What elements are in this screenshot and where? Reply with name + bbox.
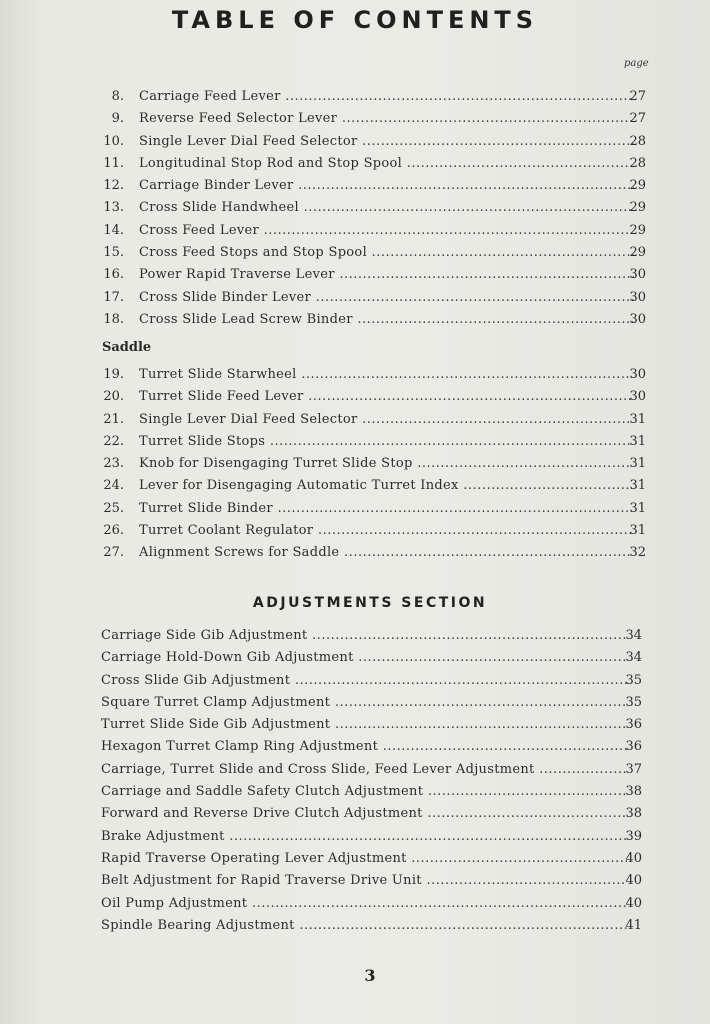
page-number: 3 <box>364 966 376 985</box>
entry-number: 13. <box>103 200 124 216</box>
toc-entry <box>0 409 710 431</box>
entry-page-number: 29 <box>629 178 646 194</box>
entry-title: Cross Slide Binder Lever ..... <box>139 287 634 309</box>
entry-page-number: 28 <box>629 155 646 171</box>
toc-entry <box>0 736 710 758</box>
toc-entry <box>0 364 710 386</box>
entry-title: Square Turret Clamp Adjustment ..... <box>101 692 627 714</box>
toc-entry <box>0 781 710 803</box>
entry-page-number: 28 <box>629 133 646 149</box>
toc-entry <box>0 431 710 453</box>
toc-entry <box>0 287 710 309</box>
entry-page-number: 38 <box>625 806 642 822</box>
toc-entry <box>0 542 710 564</box>
entry-page-number: 30 <box>629 311 646 327</box>
toc-entry <box>0 242 710 264</box>
toc-entry <box>0 759 710 781</box>
entry-number: 12. <box>103 178 124 194</box>
entry-page-number: 31 <box>629 478 646 494</box>
entry-number: 10. <box>103 133 124 149</box>
entry-page-number: 29 <box>629 222 646 238</box>
entry-number: 8. <box>111 89 124 104</box>
entry-number: 20. <box>103 389 124 405</box>
entry-page-number: 37 <box>625 761 642 777</box>
entry-title: Rapid Traverse Operating Lever Adjustment ..... <box>101 848 627 870</box>
entry-page-number: 29 <box>629 245 646 261</box>
toc-entry <box>0 131 710 153</box>
toc-entry <box>0 86 710 108</box>
page-column-label: page <box>624 58 649 69</box>
toc-entry <box>0 647 710 669</box>
entry-title: Cross Feed Stops and Stop Spool ..... <box>139 242 634 264</box>
toc-entry <box>0 714 710 736</box>
entry-number: 27. <box>103 545 124 561</box>
toc-entry <box>0 153 710 175</box>
entry-title: Cross Feed Lever ..... <box>139 220 634 242</box>
entry-number: 14. <box>103 222 124 238</box>
entry-page-number: 27 <box>629 89 646 104</box>
entry-title: Turret Slide Binder ..... <box>139 498 632 520</box>
entry-number: 15. <box>103 245 124 261</box>
entry-number: 16. <box>103 267 124 283</box>
entry-title: Carriage Binder Lever ..... <box>139 175 634 197</box>
entry-title: Turret Coolant Regulator ..... <box>139 520 632 542</box>
toc-entry <box>0 475 710 497</box>
toc-entry <box>0 848 710 870</box>
toc-entry <box>0 453 710 475</box>
entry-number: 19. <box>103 367 124 382</box>
toc-entry <box>0 826 710 848</box>
toc-entry <box>0 309 710 331</box>
entry-title: Single Lever Dial Feed Selector ..... <box>139 409 632 431</box>
entry-page-number: 38 <box>625 784 642 800</box>
entry-number: 18. <box>103 311 124 327</box>
toc-entry <box>0 175 710 197</box>
entry-title: Carriage Feed Lever ..... <box>139 86 634 108</box>
toc-entry <box>0 803 710 825</box>
entry-page-number: 41 <box>625 917 642 933</box>
entry-title: Carriage Hold-Down Gib Adjustment ..... <box>101 647 627 669</box>
saddle-entries-list <box>0 364 710 565</box>
entry-title: Cross Slide Gib Adjustment ..... <box>101 670 627 692</box>
entry-page-number: 31 <box>629 456 646 472</box>
entry-number: 11. <box>103 155 124 171</box>
entry-title: Turret Slide Side Gib Adjustment ..... <box>101 714 627 736</box>
entry-title: Longitudinal Stop Rod and Stop Spool ..... <box>139 153 634 175</box>
entry-title: Turret Slide Starwheel ..... <box>139 364 632 386</box>
toc-entry <box>0 386 710 408</box>
entry-number: 23. <box>103 456 124 472</box>
toc-entry <box>0 108 710 130</box>
entry-title: Cross Slide Handwheel ..... <box>139 197 634 219</box>
entry-page-number: 40 <box>625 895 642 911</box>
carriage-entries-list <box>0 86 710 331</box>
entry-title: Oil Pump Adjustment ..... <box>101 893 627 915</box>
toc-entry <box>0 870 710 892</box>
entry-page-number: 36 <box>625 717 642 733</box>
entry-page-number: 30 <box>629 389 646 405</box>
entry-title: Cross Slide Lead Screw Binder ..... <box>139 309 634 331</box>
entry-page-number: 31 <box>629 500 646 516</box>
entry-page-number: 30 <box>629 289 646 305</box>
adjustments-section-heading: ADJUSTMENTS SECTION <box>252 595 488 611</box>
toc-entry <box>0 625 710 647</box>
entry-page-number: 29 <box>629 200 646 216</box>
page-title: TABLE OF CONTENTS <box>171 6 539 34</box>
entry-number: 25. <box>103 500 124 516</box>
entry-title: Alignment Screws for Saddle ..... <box>139 542 632 564</box>
entry-number: 24. <box>103 478 124 494</box>
entry-page-number: 40 <box>625 873 642 889</box>
entry-number: 26. <box>103 523 124 539</box>
entry-page-number: 32 <box>629 545 646 561</box>
toc-entry <box>0 670 710 692</box>
toc-entry <box>0 520 710 542</box>
entry-page-number: 35 <box>625 672 642 688</box>
entry-title: Belt Adjustment for Rapid Traverse Drive Unit ..... <box>101 870 627 892</box>
adjustments-entries-list <box>0 625 710 937</box>
entry-page-number: 31 <box>629 523 646 539</box>
entry-number: 17. <box>103 289 124 305</box>
toc-entry <box>0 893 710 915</box>
entry-title: Lever for Disengaging Automatic Turret Index ..... <box>139 475 632 497</box>
entry-number: 22. <box>103 433 124 449</box>
entry-title: Hexagon Turret Clamp Ring Adjustment ..... <box>101 736 627 758</box>
entry-title: Carriage Side Gib Adjustment ..... <box>101 625 627 647</box>
entry-page-number: 27 <box>629 111 646 127</box>
toc-entry <box>0 264 710 286</box>
toc-entry <box>0 692 710 714</box>
entry-title: Single Lever Dial Feed Selector ..... <box>139 131 634 153</box>
entry-page-number: 31 <box>629 433 646 449</box>
entry-page-number: 30 <box>629 367 646 382</box>
entry-title: Carriage and Saddle Safety Clutch Adjustment ..... <box>101 781 627 803</box>
entry-title: Brake Adjustment ..... <box>101 826 627 848</box>
entry-number: 9. <box>111 111 124 127</box>
toc-entry <box>0 220 710 242</box>
entry-title: Turret Slide Stops ..... <box>139 431 632 453</box>
entry-page-number: 36 <box>625 739 642 755</box>
entry-title: Reverse Feed Selector Lever ..... <box>139 108 634 130</box>
entry-page-number: 34 <box>625 650 642 666</box>
entry-page-number: 34 <box>625 628 642 643</box>
entry-title: Turret Slide Feed Lever ..... <box>139 386 632 408</box>
entry-number: 21. <box>103 411 124 427</box>
toc-entry <box>0 197 710 219</box>
entry-page-number: 39 <box>625 828 642 844</box>
entry-title: Carriage, Turret Slide and Cross Slide, Feed Lever Adjustment ..... <box>101 759 627 781</box>
entry-title: Forward and Reverse Drive Clutch Adjustment ..... <box>101 803 627 825</box>
entry-page-number: 35 <box>625 694 642 710</box>
entry-page-number: 40 <box>625 850 642 866</box>
entry-page-number: 30 <box>629 267 646 283</box>
entry-page-number: 31 <box>629 411 646 427</box>
saddle-heading: Saddle <box>102 340 152 355</box>
toc-entry <box>0 498 710 520</box>
entry-title: Power Rapid Traverse Lever ..... <box>139 264 634 286</box>
entry-title: Spindle Bearing Adjustment ..... <box>101 915 627 937</box>
toc-entry <box>0 915 710 937</box>
entry-title: Knob for Disengaging Turret Slide Stop ..... <box>139 453 632 475</box>
